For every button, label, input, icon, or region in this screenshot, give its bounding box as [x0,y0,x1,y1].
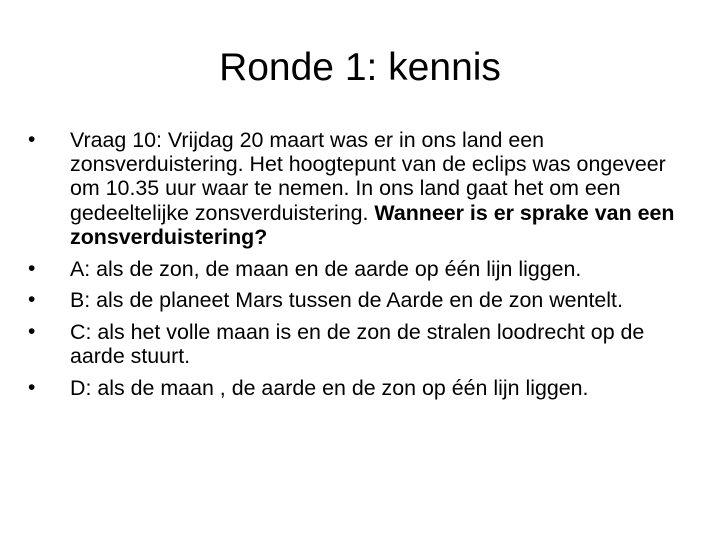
answer-option-text: C: als het volle maan is en de zon de stralen loodrecht op de aarde stuurt. [70,319,645,369]
answer-option-c [28,320,678,368]
question-text: Vraag 10: Vrijdag 20 maart was er in ons land een zonsverduistering. Het hoogtepunt van de eclips was ongeveer om 10.35 uur waar te nemen. In ons land gaat het om een gedeeltelijke zonsverduistering. [70,128,666,225]
bullet-icon: • [28,128,36,151]
question-bold-text: Wanneer is er sprake van een zonsverduistering? [70,200,675,249]
question-item [28,128,678,249]
bullet-icon: • [28,288,36,312]
answer-option-b [28,288,678,312]
slide-title: Ronde 1: kennis [219,46,501,89]
answer-option-a [28,257,678,281]
answer-option-text: B: als de planeet Mars tussen de Aarde en de zon wentelt. [70,288,623,313]
bullet-icon: • [28,375,36,399]
bullet-icon: • [28,319,36,343]
bullet-list [28,128,678,408]
answer-option-text: D: als de maan , de aarde en de zon op één lijn liggen. [70,375,589,400]
bullet-icon: • [28,256,36,280]
answer-option-d [28,376,678,400]
answer-option-text: A: als de zon, de maan en de aarde op één lijn liggen. [70,256,582,281]
